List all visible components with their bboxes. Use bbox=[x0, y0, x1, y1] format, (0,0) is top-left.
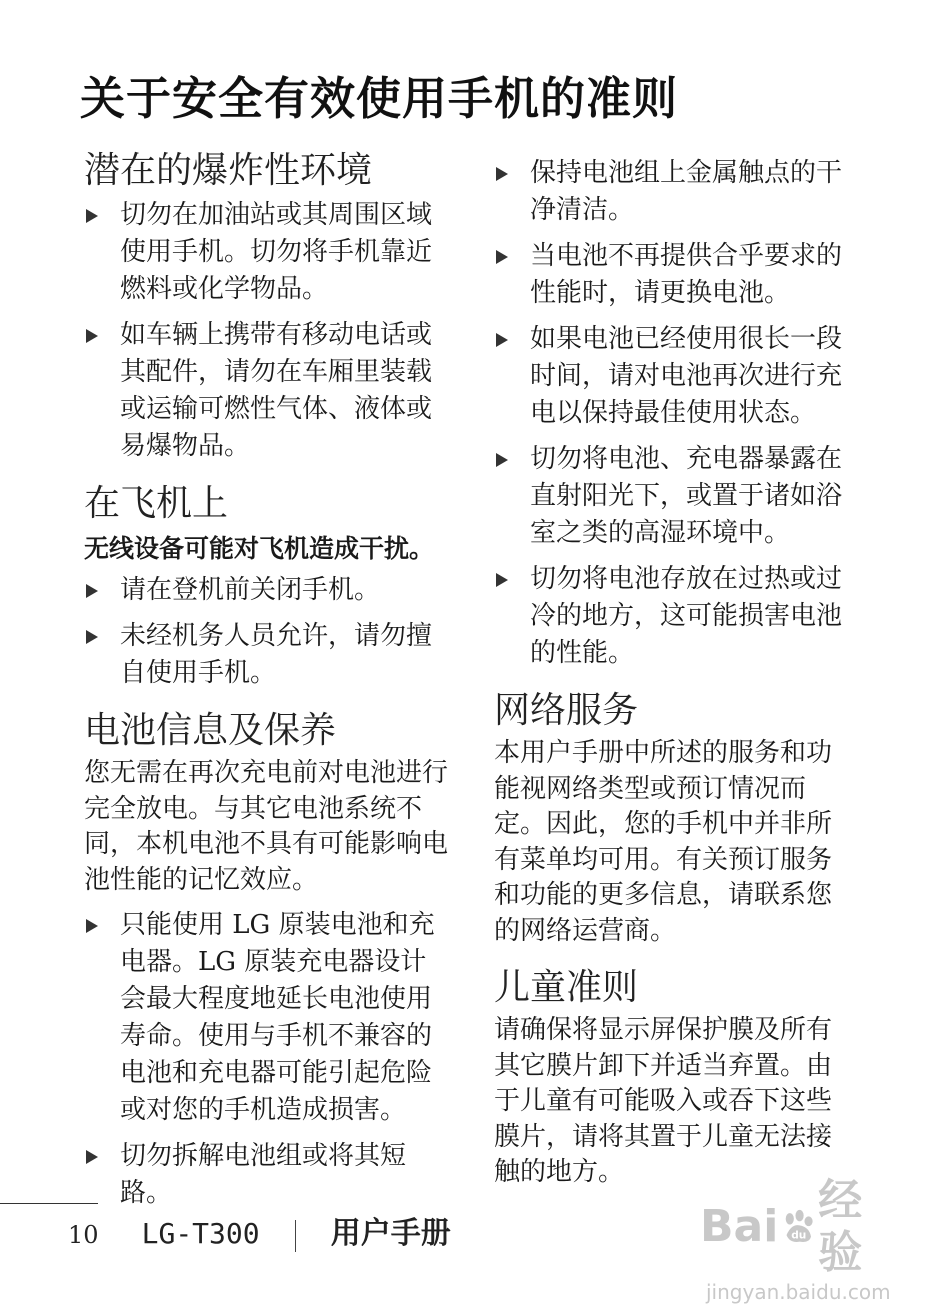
section-heading-network: 网络服务 bbox=[494, 690, 639, 731]
watermark-url: jingyan.baidu.com bbox=[706, 1280, 891, 1304]
list-item: 只能使用 LG 原装电池和充电器。LG 原装充电器设计会最大程度地延长电池使用寿命。使用与手机不兼容的电池和充电器可能引起危险或对您的手机造成损害。 bbox=[84, 907, 452, 1129]
section-heading-aircraft: 在飞机上 bbox=[84, 483, 229, 524]
footer-rule bbox=[0, 1203, 98, 1204]
page-title: 关于安全有效使用手机的准则 bbox=[80, 72, 679, 125]
bullet-arrow-icon bbox=[496, 250, 508, 264]
model-name: LG-T300 bbox=[141, 1217, 260, 1250]
bullet-arrow-icon bbox=[86, 919, 98, 933]
page-footer bbox=[68, 1208, 451, 1252]
section-heading-explosive: 潜在的爆炸性环境 bbox=[84, 150, 373, 191]
aircraft-warning: 无线设备可能对飞机造成干扰。 bbox=[84, 534, 435, 563]
bullet-arrow-icon bbox=[86, 329, 98, 343]
watermark-brand-right: 经验 bbox=[818, 1175, 863, 1278]
list-item: 保持电池组上金属触点的干净清洁。 bbox=[494, 155, 850, 229]
bullet-arrow-icon bbox=[86, 584, 98, 598]
network-body: 本用户手册中所述的服务和功能视网络类型或预订情况而定。因此，您的手机中并非所有菜单均可用。有关预订服务和功能的更多信息，请联系您的网络运营商。 bbox=[494, 738, 833, 946]
baidu-watermark bbox=[700, 1175, 890, 1305]
page-number: 10 bbox=[68, 1221, 99, 1249]
list-item: 如车辆上携带有移动电话或其配件，请勿在车厢里装载或运输可燃性气体、液体或易爆物品。 bbox=[84, 317, 452, 465]
bullet-arrow-icon bbox=[86, 1150, 98, 1164]
battery-continued-list bbox=[494, 155, 850, 672]
footer-divider bbox=[295, 1220, 296, 1252]
list-item: 请在登机前关闭手机。 bbox=[84, 572, 452, 609]
left-column bbox=[84, 148, 452, 1212]
list-item: 切勿将电池、充电器暴露在直射阳光下，或置于诸如浴室之类的高湿环境中。 bbox=[494, 441, 850, 552]
children-body: 请确保将显示屏保护膜及所有其它膜片卸下并适当弃置。由于儿童有可能吸入或吞下这些膜片，请将其置于儿童无法接触的地方。 bbox=[494, 1015, 833, 1187]
aircraft-list bbox=[84, 572, 452, 692]
section-heading-battery: 电池信息及保养 bbox=[84, 710, 337, 751]
section-heading-children: 儿童准则 bbox=[494, 967, 639, 1008]
explosive-list bbox=[84, 197, 452, 465]
bullet-arrow-icon bbox=[86, 209, 98, 223]
right-column bbox=[494, 152, 850, 1191]
bullet-arrow-icon bbox=[496, 333, 508, 347]
list-item: 切勿将电池存放在过热或过冷的地方，这可能损害电池的性能。 bbox=[494, 561, 850, 672]
watermark-brand-left: Bai bbox=[700, 1201, 779, 1252]
battery-list bbox=[84, 907, 452, 1212]
list-item: 当电池不再提供合乎要求的性能时，请更换电池。 bbox=[494, 238, 850, 312]
list-item: 切勿在加油站或其周围区域使用手机。切勿将手机靠近燃料或化学物品。 bbox=[84, 197, 452, 308]
bullet-arrow-icon bbox=[86, 630, 98, 644]
bullet-arrow-icon bbox=[496, 573, 508, 587]
list-item: 未经机务人员允许，请勿擅自使用手机。 bbox=[84, 618, 452, 692]
bullet-arrow-icon bbox=[496, 453, 508, 467]
list-item: 切勿拆解电池组或将其短路。 bbox=[84, 1138, 452, 1212]
list-item: 如果电池已经使用很长一段时间，请对电池再次进行充电以保持最佳使用状态。 bbox=[494, 321, 850, 432]
battery-intro: 您无需在再次充电前对电池进行完全放电。与其它电池系统不同，本机电池不具有可能影响电池性能的记忆效应。 bbox=[84, 758, 449, 895]
bullet-arrow-icon bbox=[496, 167, 508, 181]
paw-icon bbox=[780, 1205, 816, 1249]
svg-text:du: du bbox=[791, 1229, 807, 1242]
manual-label: 用户手册 bbox=[330, 1216, 451, 1251]
